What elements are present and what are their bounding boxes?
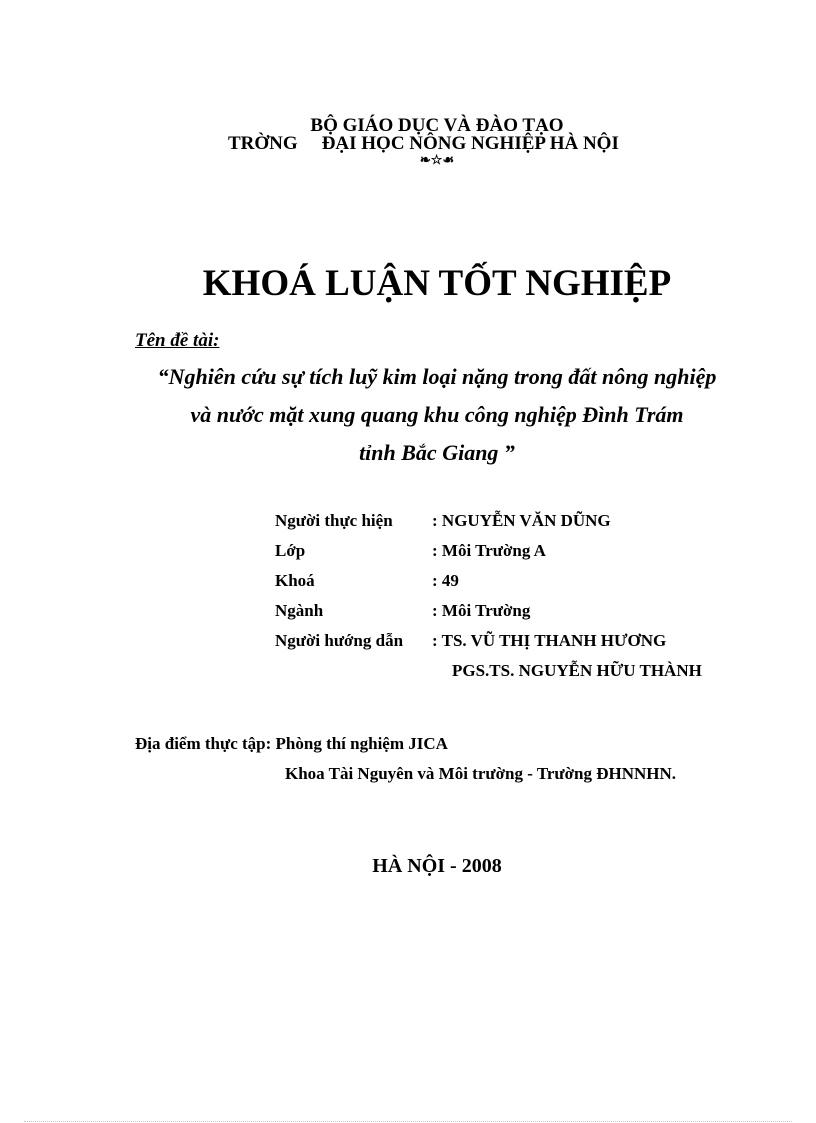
- internship-location: Địa điểm thực tập: Phòng thí nghiệm JICA: [135, 734, 448, 753]
- cohort-label: Khoá: [275, 571, 315, 590]
- cohort-value: : 49: [432, 571, 459, 590]
- topic-label: Tên đề tài:: [135, 330, 220, 351]
- topic-line: và nước mặt xung quang khu công nghiệp Đình Trám: [190, 402, 684, 427]
- author-value: : NGUYỄN VĂN DŨNG: [432, 511, 611, 530]
- internship-department: Khoa Tài Nguyên và Môi trường - Trường ĐHNNHN.: [285, 764, 677, 783]
- supervisor-value: : TS. VŨ THỊ THANH HƯƠNG: [432, 631, 667, 650]
- topic-line: tỉnh Bắc Giang ”: [359, 440, 515, 465]
- co-supervisor-value: PGS.TS. NGUYỄN HỮU THÀNH: [452, 661, 702, 680]
- university-heading: [228, 134, 619, 154]
- major-value: : Môi Trường: [432, 601, 531, 620]
- ministry-heading: BỘ GIÁO DỤC VÀ ĐÀO TẠO: [310, 115, 564, 136]
- major-label: Ngành: [275, 601, 324, 620]
- place-year: HÀ NỘI - 2008: [372, 855, 502, 877]
- topic-line: “Nghiên cứu sự tích luỹ kim loại nặng trong đất nông nghiệp: [157, 364, 717, 389]
- supervisor-label: Người hướng dẫn: [275, 631, 404, 650]
- class-value: : Môi Trường A: [432, 541, 546, 560]
- university-prefix: TRỜNG: [228, 133, 298, 154]
- page-bottom-rule: [24, 1121, 792, 1122]
- thesis-title: KHOÁ LUẬN TỐT NGHIỆP: [202, 263, 672, 304]
- ornament-icon: ❧☆☙: [419, 152, 455, 167]
- class-label: Lớp: [275, 541, 306, 560]
- university-name: ĐẠI HỌC NÔNG NGHIỆP HÀ NỘI: [321, 133, 619, 154]
- author-label: Người thực hiện: [275, 511, 393, 530]
